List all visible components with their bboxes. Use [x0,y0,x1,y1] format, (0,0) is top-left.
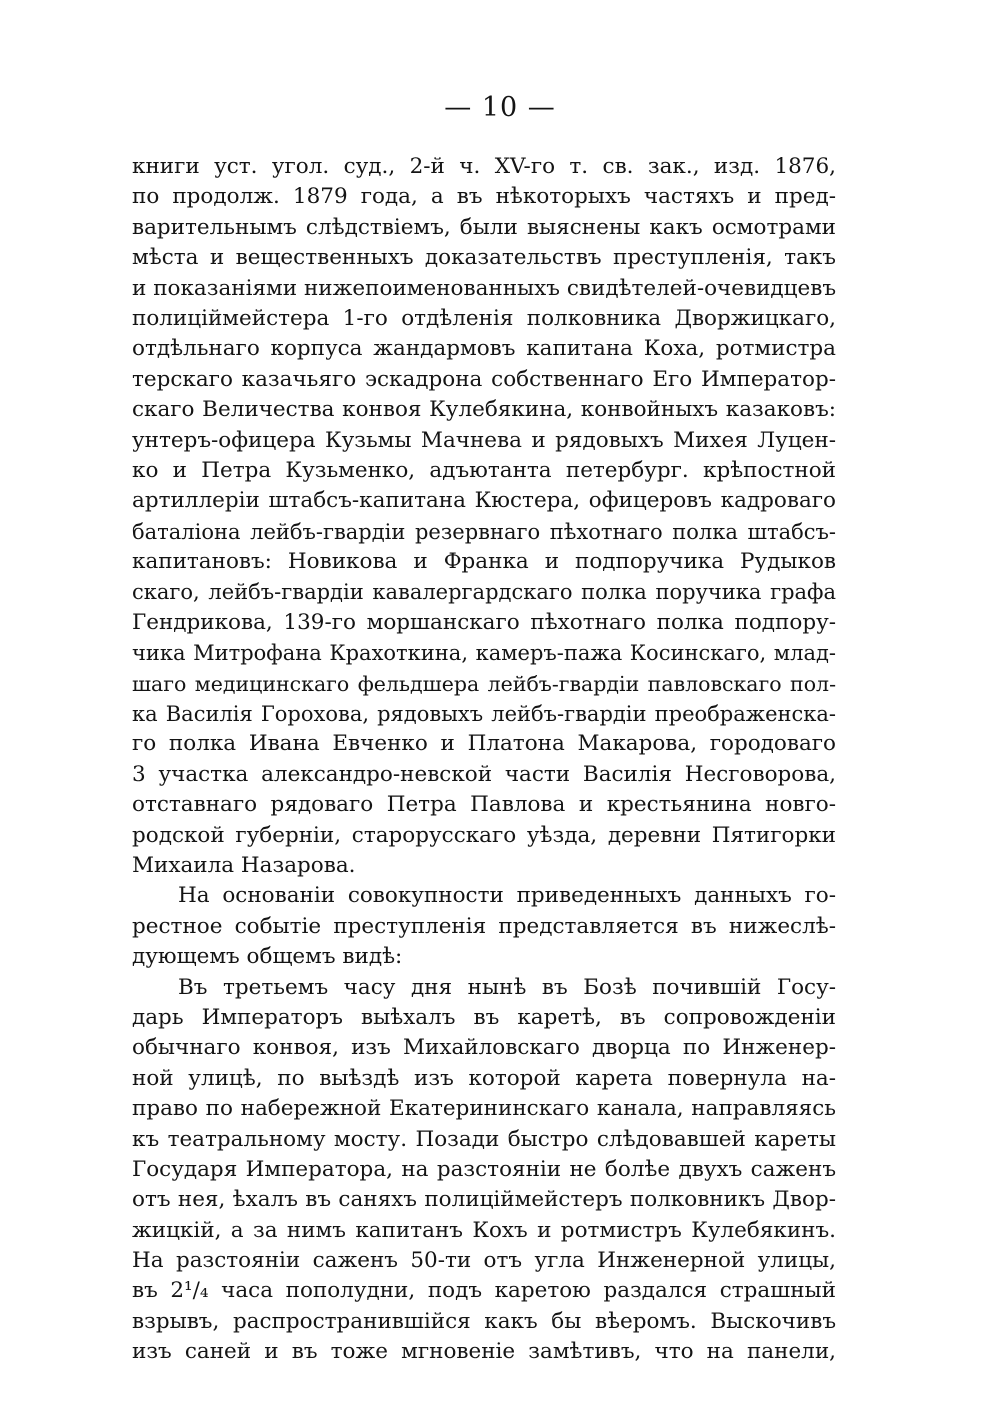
body-text [132,152,836,1368]
text-line: и показаніями нижепоименованныхъ свидѣтелей-очевидцевъ [132,275,836,301]
text-line: дующемъ общемъ видѣ: [132,944,403,970]
text-line: отставнаго рядоваго Петра Павлова и крестьянина новго- [132,792,836,818]
text-line: Государя Императора, на разстояніи не болѣе двухъ саженъ [132,1156,836,1182]
text-line: артиллеріи штабсъ-капитана Кюстера, офицеровъ кадроваго [132,488,836,514]
text-line: изъ саней и въ тоже мгновеніе замѣтивъ, что на панели, [132,1339,836,1365]
text-line: унтеръ-офицера Кузьмы Мачнева и рядовыхъ Михея Луцен- [132,427,836,453]
text-line: Михаила Назарова. [132,852,356,878]
text-line: отъ нея, ѣхалъ въ саняхъ полиціймейстеръ полковникъ Двор- [132,1187,836,1213]
text-line: къ театральному мосту. Позади быстро слѣдовавшей кареты [132,1126,836,1152]
text-line: ко и Петра Кузьменко, адъютанта петербург. крѣпостной [132,457,836,483]
text-line: Гендрикова, 139-го моршанскаго пѣхотнаго полка подпору- [132,609,836,635]
text-line: чика Митрофана Крахоткина, камеръ-пажа Косинскаго, млад- [132,641,836,666]
text-line: На основаніи совокупности приведенныхъ данныхъ го- [178,883,836,909]
text-line: баталіона лейбъ-гвардіи резервнаго пѣхотнаго полка штабсъ- [132,519,836,544]
text-line: ной улицѣ, по выѣздѣ изъ которой карета повернула на- [132,1065,836,1091]
text-line: скаго, лейбъ-гвардіи кавалергардскаго полка поручика графа [132,580,836,605]
text-line: го полка Ивана Евченко и Платона Макарова, городоваго [132,731,836,757]
text-line: дарь Императоръ выѣхалъ въ каретѣ, въ сопровожденіи [132,1004,836,1030]
text-line: ка Василія Горохова, рядовыхъ лейбъ-гвардіи преображенска- [132,702,836,727]
text-line: жицкій, а за нимъ капитанъ Кохъ и ротмистръ Кулебякинъ. [132,1217,836,1243]
text-line: право по набережной Екатерининскаго канала, направляясь [132,1096,836,1122]
text-line: На разстояніи саженъ 50-ти отъ угла Инженерной улицы, [132,1248,836,1274]
text-line: книги уст. угол. суд., 2-й ч. XV-го т. св. зак., изд. 1876, [132,154,836,179]
text-line: скаго Величества конвоя Кулебякина, конвойныхъ казаковъ: [132,397,836,423]
text-line: терскаго казачьяго эскадрона собственнаго Его Император- [132,366,836,392]
text-line: 3 участка александро-невской части Василія Несговорова, [132,761,836,787]
text-line: капитановъ: Новикова и Франка и подпоручика Рудыков [132,549,836,575]
text-line: обычнаго конвоя, изъ Михайловскаго дворца по Инженер- [132,1035,836,1061]
text-line: родской губерніи, старорусскаго уѣзда, деревни Пятигорки [132,822,836,848]
text-line: полиціймейстера 1-го отдѣленія полковника Дворжицкаго, [132,305,836,331]
page-number: — 10 — [444,92,556,123]
text-line: въ 2¹/₄ часа пополудни, подъ каретою раздался страшный [132,1278,836,1304]
text-line: отдѣльнаго корпуса жандармовъ капитана Коха, ротмистра [132,336,836,362]
text-line: Въ третьемъ часу дня нынѣ въ Бозѣ почившій Госу- [178,974,836,1000]
text-line: шаго медицинскаго фельдшера лейбъ-гвардіи павловскаго пол- [132,671,836,696]
text-line: по продолж. 1879 года, а въ нѣкоторыхъ частяхъ и пред- [132,184,836,210]
text-line: варительнымъ слѣдствіемъ, были выяснены какъ осмотрами [132,214,836,240]
text-line: мѣста и вещественныхъ доказательствъ преступленія, такъ [132,245,836,271]
text-line: рестное событіе преступленія представляется въ нижеслѣ- [132,913,836,939]
text-line: взрывъ, распространившійся какъ бы вѣеромъ. Выскочивъ [132,1308,836,1334]
